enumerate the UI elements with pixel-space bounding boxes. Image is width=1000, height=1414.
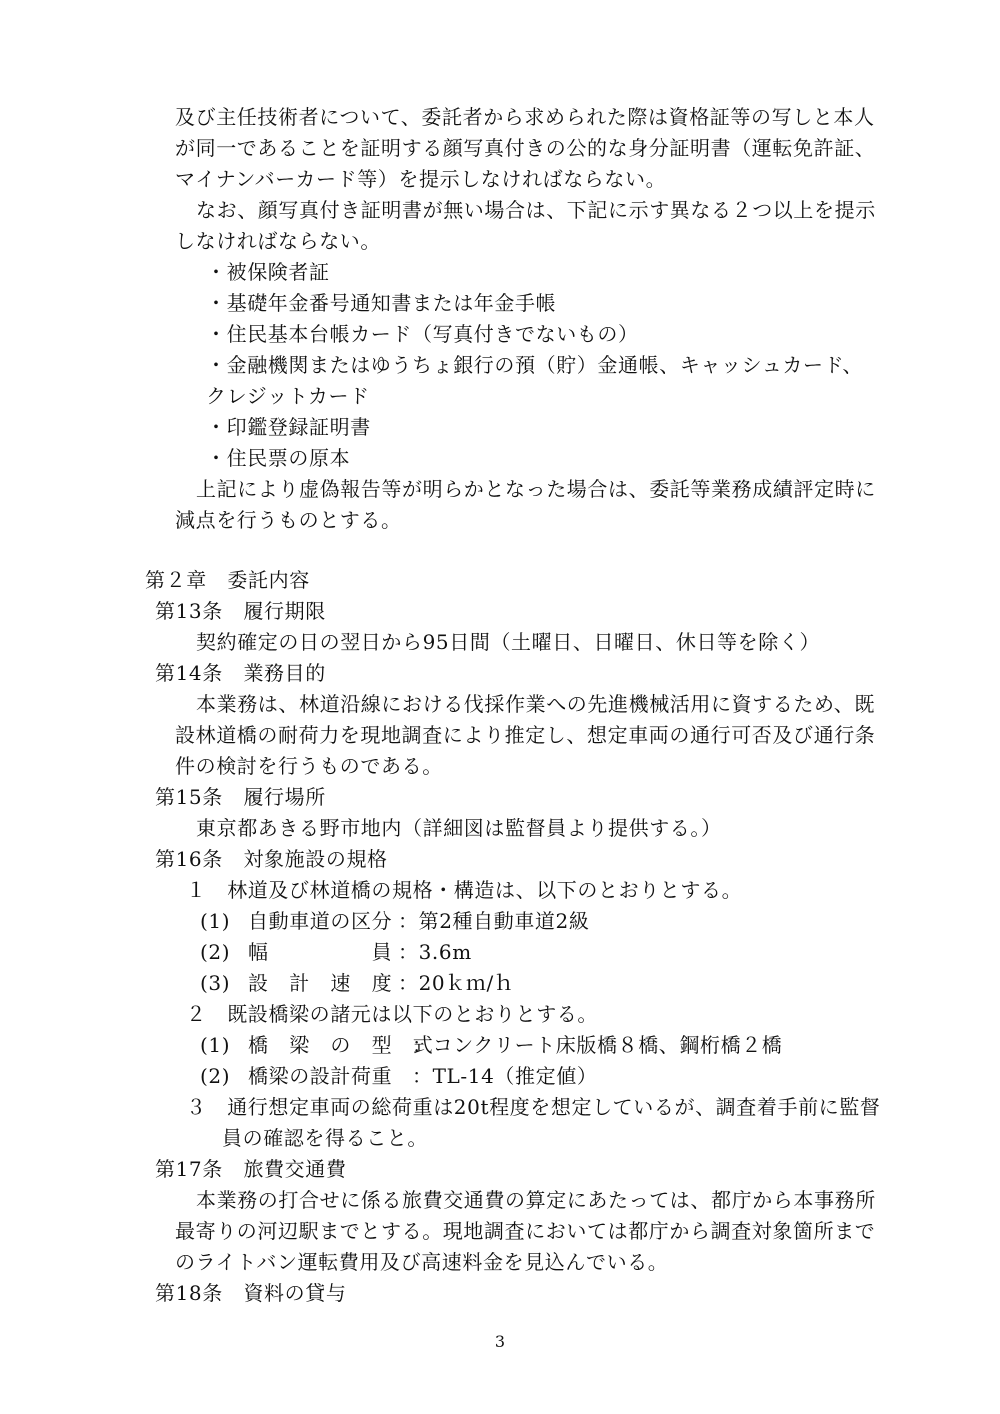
spec-item-value: ：第2種自動車道2級 [398,909,590,933]
list-item: ・住民票の原本 [206,446,351,470]
list-item: ・被保険者証 [206,260,330,284]
spec-item-number: (1) [200,909,231,933]
body-text-line: 本業務は、林道沿線における伐採作業への先進機械活用に資するため、既 [196,692,875,716]
spec-item-number: (2) [200,1064,231,1088]
article-heading: 第13条 履行期限 [155,599,326,623]
sub-clause: １ 林道及び林道橋の規格・構造は、以下のとおりとする。 [186,878,743,902]
spec-item-label: 自動車道の区分 [248,909,393,933]
list-item: ・印鑑登録証明書 [206,415,371,439]
sub-clause: ２ 既設橋梁の諸元は以下のとおりとする。 [186,1002,598,1026]
sub-clause: ３ 通行想定車両の総荷重は20t程度を想定しているが、調査着手前に監督 [186,1095,881,1119]
body-text-line: マイナンバーカード等）を提示しなければならない。 [175,167,667,191]
list-item: クレジットカード [206,384,370,408]
spec-item-label: 橋 梁 の 型 式 [248,1033,434,1057]
spec-item-number: (1) [200,1033,231,1057]
body-text-line: 設林道橋の耐荷力を現地調査により推定し、想定車両の通行可否及び通行条 [175,723,876,747]
spec-item-number: (2) [200,940,231,964]
spec-item-label: 橋梁の設計荷重 [248,1064,393,1088]
article-heading: 第17条 旅費交通費 [155,1157,347,1181]
page-number: 3 [494,1332,506,1351]
spec-item-label: 幅 員 [248,940,393,964]
spec-item-value: ：20ｋｍ/ｈ [398,971,515,995]
spec-item-value: ：コンクリート床版橋８橋、鋼桁橋２橋 [412,1033,783,1057]
body-text-line: 減点を行うものとする。 [175,508,402,532]
spec-item-value: ：3.6m [398,940,472,964]
body-text-line: 本業務の打合せに係る旅費交通費の算定にあたっては、都庁から本事務所 [196,1188,876,1212]
list-item: ・住民基本台帳カード（写真付きでないもの） [206,322,639,346]
list-item: ・基礎年金番号通知書または年金手帳 [206,291,557,315]
spec-item-label: 設 計 速 度 [248,971,393,995]
body-text-line: なお、顔写真付き証明書が無い場合は、下記に示す異なる２つ以上を提示 [196,198,876,222]
body-text-line: 上記により虚偽報告等が明らかとなった場合は、委託等業務成績評定時に [196,477,876,501]
body-text-line: 件の検討を行うものである。 [175,754,443,778]
chapter-heading: 第２章 委託内容 [145,568,310,592]
article-heading: 第16条 対象施設の規格 [155,847,388,871]
article-heading: 第18条 資料の貸与 [155,1281,347,1305]
body-text-line: 及び主任技術者について、委託者から求められた際は資格証等の写しと本人 [175,105,875,129]
article-heading: 第14条 業務目的 [155,661,326,685]
body-text-line: 契約確定の日の翌日から95日間（土曜日、日曜日、休日等を除く） [196,630,821,654]
list-item: ・金融機関またはゆうちょ銀行の預（貯）金通帳、キャッシュカード、 [206,353,863,377]
body-text-line: しなければならない。 [175,229,381,253]
body-text-line: が同一であることを証明する顔写真付きの公的な身分証明書（運転免許証、 [175,136,876,160]
body-text-line: のライトバン運転費用及び高速料金を見込んでいる。 [175,1250,669,1274]
article-heading: 第15条 履行場所 [155,785,326,809]
spec-item-number: (3) [200,971,231,995]
spec-item-value: ：TL-14（推定値） [412,1064,598,1088]
sub-clause: 員の確認を得ること。 [222,1126,428,1150]
body-text-line: 最寄りの河辺駅までとする。現地調査においては都庁から調査対象箇所まで [175,1219,876,1243]
body-text-line: 東京都あきる野市地内（詳細図は監督員より提供する。） [196,816,722,840]
